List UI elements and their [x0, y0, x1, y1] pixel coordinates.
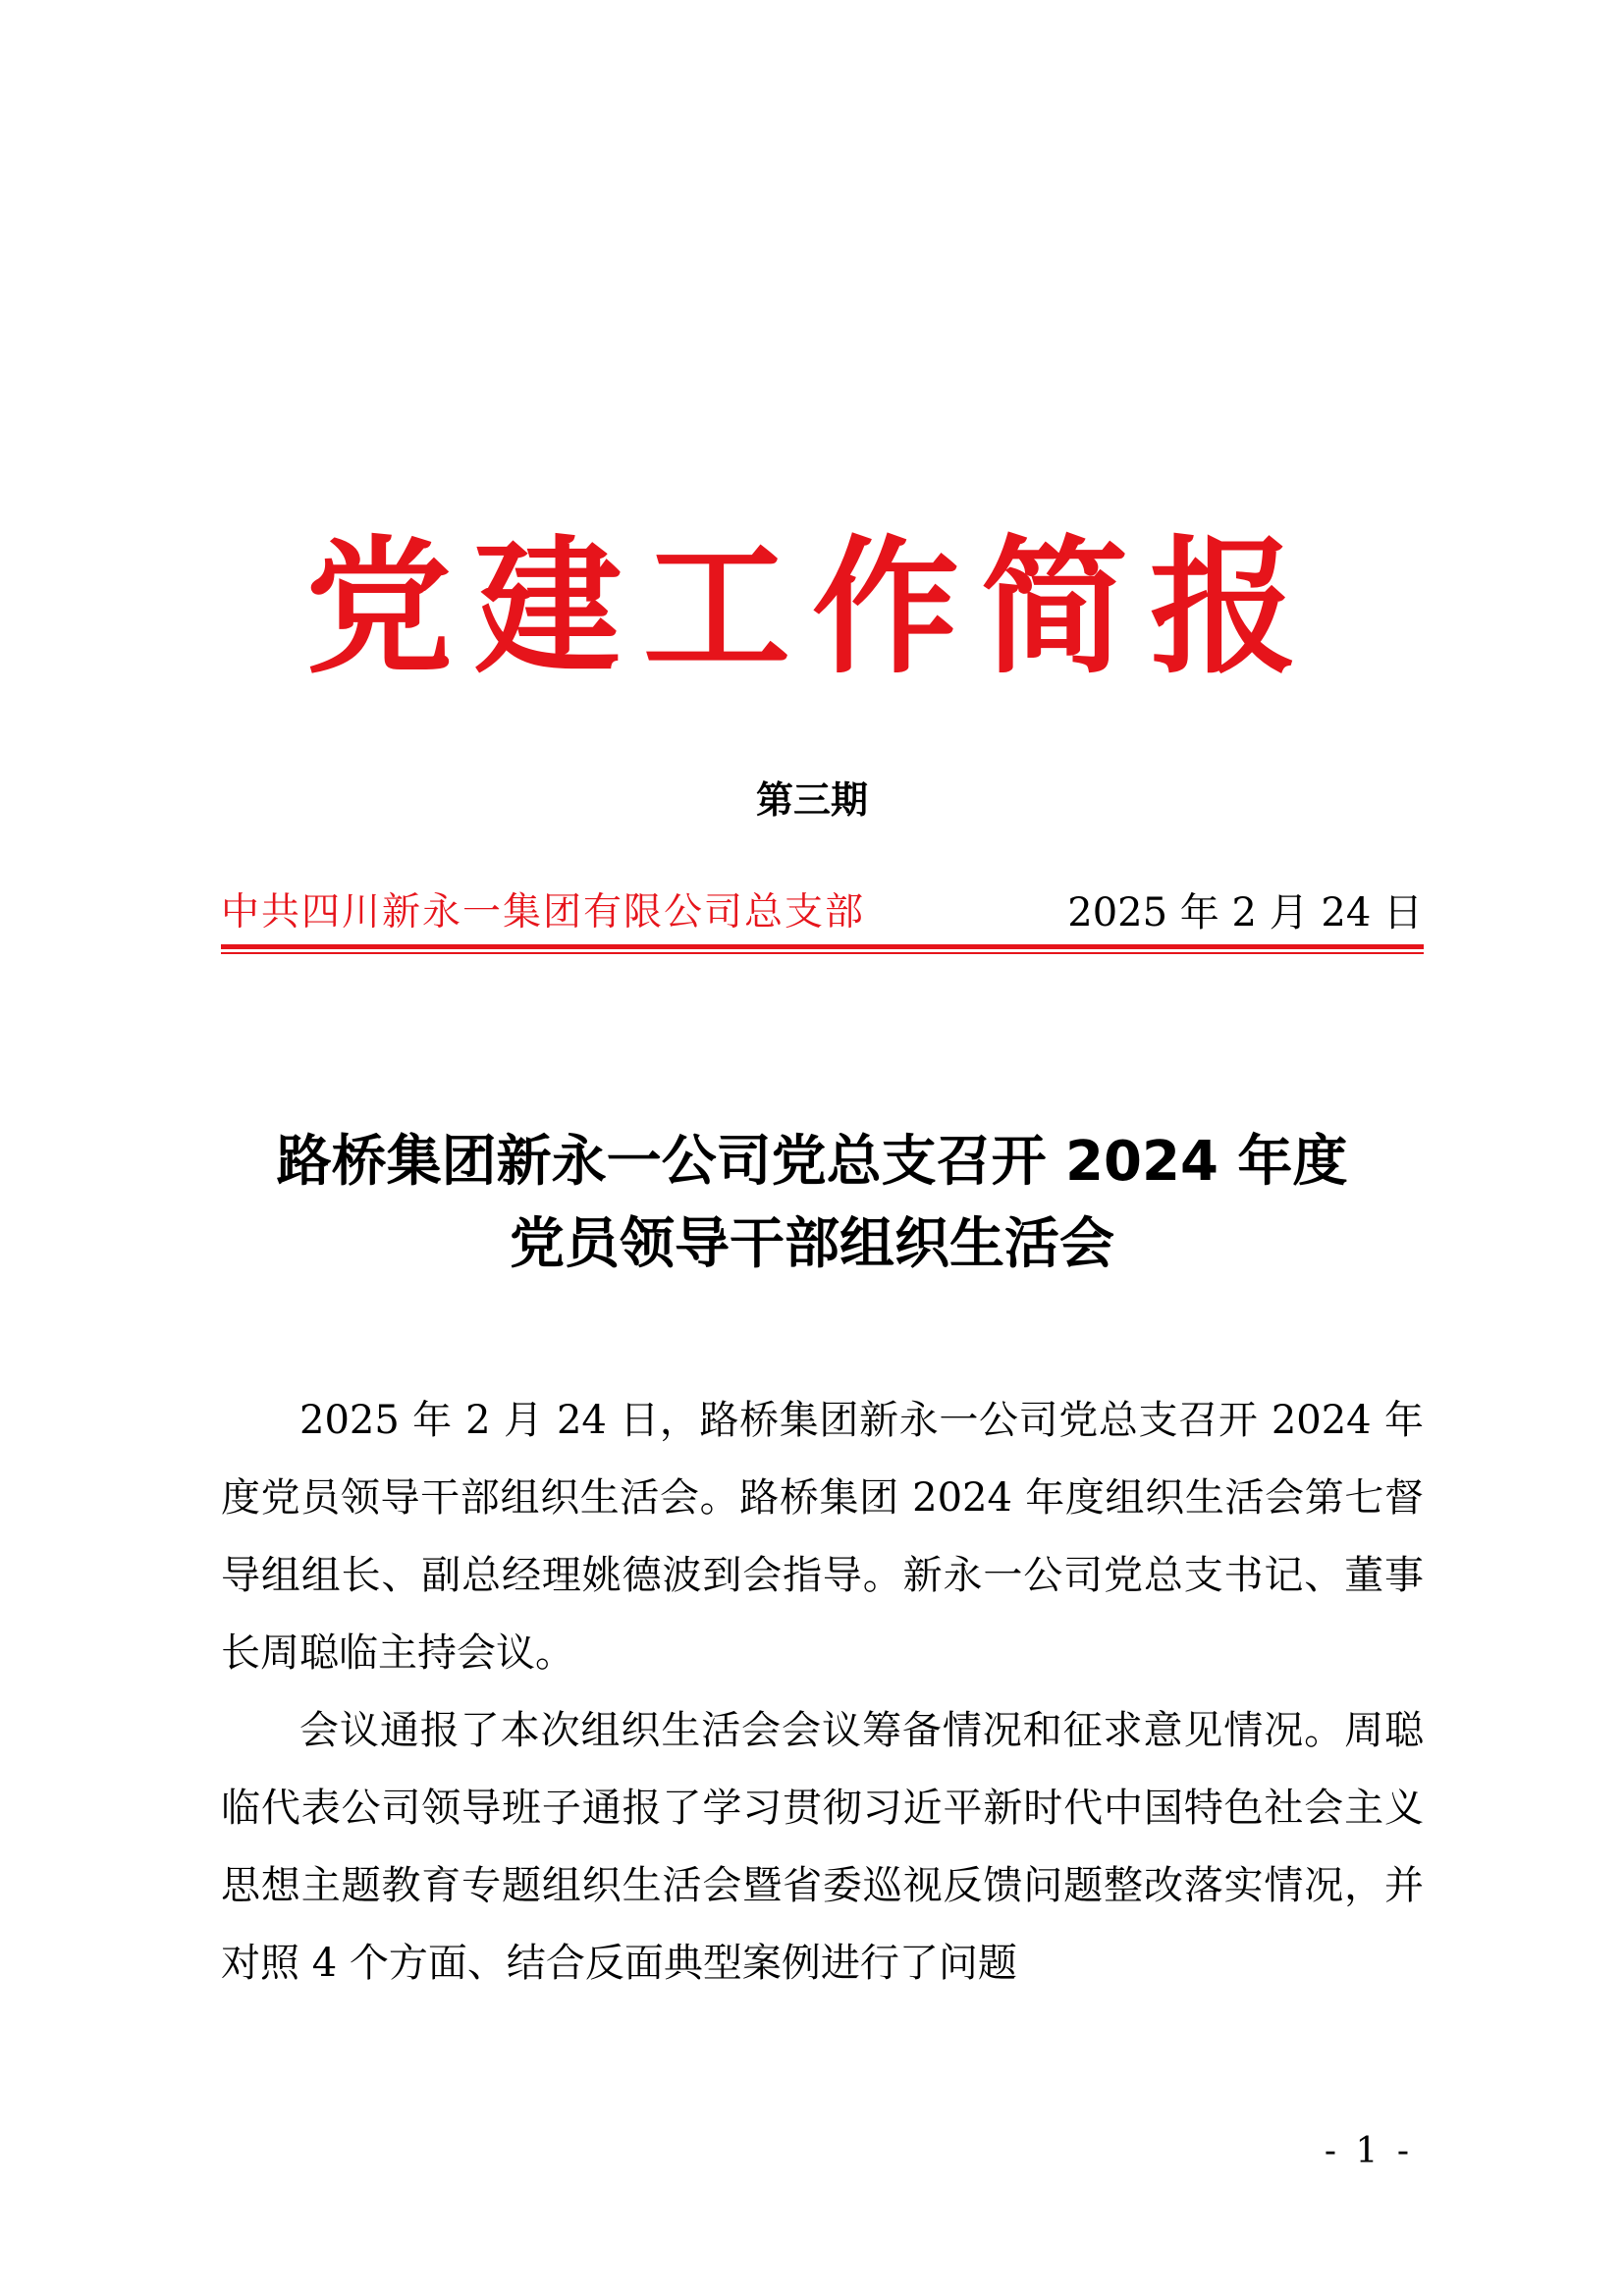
red-divider-thick: [221, 944, 1424, 949]
red-divider-thin: [221, 952, 1424, 954]
issue-number: 第三期: [755, 778, 868, 822]
article-paragraph-2: 会议通报了本次组织生活会会议筹备情况和征求意见情况。周聪临代表公司领导班子通报了学习贯彻习近平新时代中国特色社会主义思想主题教育专题组织生活会暨省委巡视反馈问题整改落实情况，并对照 4 个方面、结合反面典型案例进行了问题: [221, 1708, 1424, 1986]
article-body: [221, 1382, 1424, 2002]
masthead-title: 党建工作简报: [304, 523, 1319, 694]
article-title: [0, 1121, 1624, 1286]
page-number: - 1 -: [1324, 2131, 1413, 2171]
article-paragraph-1: 2025 年 2 月 24 日，路桥集团新永一公司党总支召开 2024 年度党员领导干部组织生活会。路桥集团 2024 年度组织生活会第七督导组组长、副总经理姚德波到会指导。新永一公司党总支书记、董事长周聪临主持会议。: [221, 1398, 1424, 1676]
article-title-line-2: 党员领导干部组织生活会: [510, 1212, 1114, 1276]
article-title-line-1: 路桥集团新永一公司党总支召开 2024 年度: [276, 1130, 1348, 1194]
issuing-organization: 中共四川新永一集团有限公司总支部: [221, 890, 866, 934]
issue-date: 2025 年 2 月 24 日: [1067, 890, 1423, 935]
